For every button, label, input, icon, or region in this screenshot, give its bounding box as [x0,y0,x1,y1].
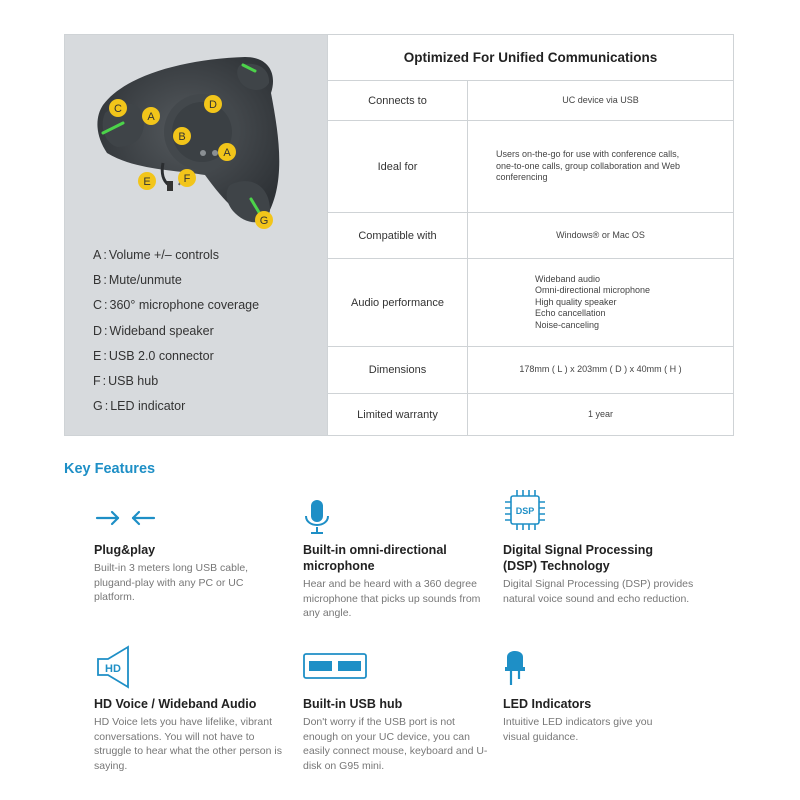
feature-desc: Intuitive LED indicators give you visual guidance. [503,716,653,743]
usb-hub-icon [303,652,503,696]
spec-label: Audio performance [328,259,468,346]
legend-item: D : Wideband speaker [93,323,214,338]
feature-desc: Digital Signal Processing (DSP) provides natural voice sound and echo reduction. [503,578,694,605]
spec-row [328,81,733,121]
callout-b: B [178,131,186,143]
feature-desc: HD Voice lets you have lifelike, vibrant conversations. You will not have to struggle to hear what the other person is saying. [94,716,282,772]
feature-plug-play [94,500,294,605]
spec-value: Wideband audio Omni-directional microphone High quality speaker Echo cancellation Noise-canceling [535,273,651,330]
arrows-icon [94,500,294,542]
feature-usb-hub [303,652,503,773]
spec-panel [64,34,734,436]
legend-item: F : USB hub [93,373,159,388]
hd-voice-icon [94,645,294,696]
spec-label: Limited warranty [328,394,468,436]
key-features-title: Key Features [64,461,156,477]
microphone-icon [303,500,503,542]
svg-text:HD: HD [105,663,121,675]
feature-microphone [303,500,503,621]
legend-item: A : Volume +/– controls [93,248,219,262]
led-icon [503,645,703,696]
spec-row [328,121,733,213]
spec-value: 1 year [587,409,613,420]
callout-f: F [183,173,191,185]
spec-label: Dimensions [328,347,468,393]
spec-title: Optimized For Unified Communications [328,35,733,81]
legend-item: C : 360° microphone coverage [93,298,260,313]
feature-led [503,645,703,744]
feature-desc: Hear and be heard with a 360 degree microphone that picks up sounds from any angle. [303,578,481,619]
spec-value: UC device via USB [562,94,639,105]
spec-row [328,394,733,436]
dsp-chip-icon [503,488,723,542]
spec-row [328,347,733,394]
feature-desc: Built-in 3 meters long USB cable, plugand-play with any PC or UC platform. [94,562,249,603]
callout-d: D [209,99,217,111]
spec-table [328,34,734,436]
spec-value: Users on-the-go for use with conference calls, one-to-one calls, group collaboration and Web conferencing [496,149,680,183]
speakerphone-image [65,35,329,255]
feature-hd-voice [94,645,294,773]
spec-label: Compatible with [328,213,468,258]
feature-desc: Don't worry if the USB port is not enough on your UC device, you can easily connect mouse, keyboard and U-disk on G95 mini. [303,716,488,772]
legend-item: E : USB 2.0 connector [93,348,214,363]
callout-g: G [259,215,269,227]
feature-dsp [503,488,723,606]
feature-title: Built-in USB hub [303,697,403,711]
callout-a2: A [223,147,231,159]
callout-a1: A [147,111,155,123]
feature-title: LED Indicators [503,697,592,711]
spec-label: Connects to [328,81,468,120]
feature-title: Plug&play [94,543,156,557]
spec-row [328,259,733,347]
legend-item: B : Mute/unmute [93,273,182,288]
legend-list [93,243,259,419]
device-panel [64,34,328,436]
callout-e: E [143,176,151,188]
callout-c: C [114,103,122,115]
spec-row [328,213,733,259]
svg-text:DSP: DSP [515,506,535,516]
spec-value: 178mm ( L ) x 203mm ( D ) x 40mm ( H ) [519,364,682,375]
spec-value: Windows® or Mac OS [556,229,645,240]
legend-item: G : LED indicator [93,399,186,414]
feature-title: HD Voice / Wideband Audio [94,697,257,711]
feature-title: Digital Signal Processing (DSP) Technology [503,543,654,573]
feature-title: Built-in omni-directional microphone [303,543,447,573]
spec-label: Ideal for [328,121,468,212]
